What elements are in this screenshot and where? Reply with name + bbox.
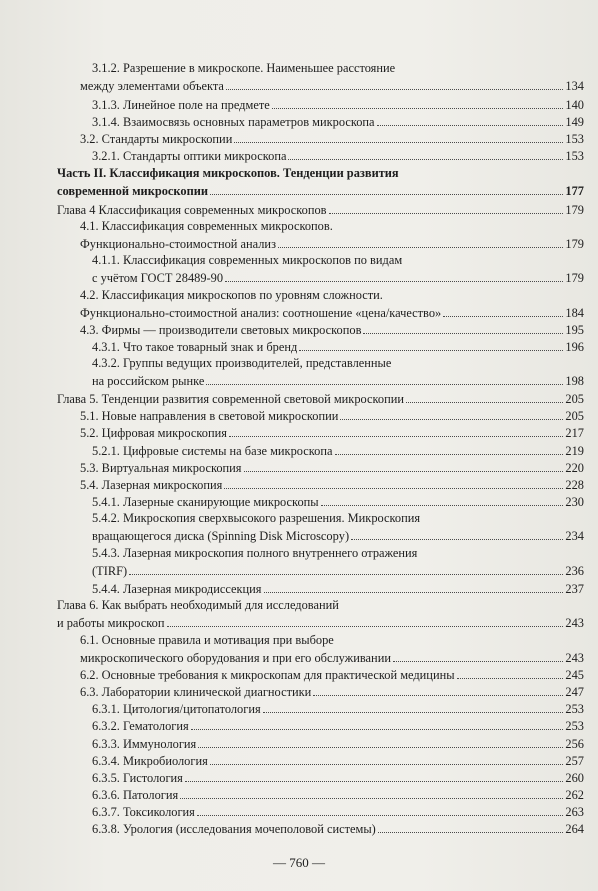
- toc-entry-title: 4.3.1. Что такое товарный знак и бренд: [92, 340, 298, 354]
- toc-entry-title: Функционально-стоимостной анализ: соотношение «цена/качество»: [80, 306, 442, 321]
- toc-entry-title: Глава 5. Тенденции развития современной световой микроскопии: [57, 392, 405, 406]
- dot-leader: [206, 372, 563, 385]
- toc-entry-page: 196: [565, 340, 584, 354]
- toc-entry-title: 3.1.4. Взаимосвязь основных параметров микроскопа: [92, 115, 375, 129]
- page-number: — 760 —: [273, 855, 325, 870]
- toc-entry-page: 205: [565, 409, 584, 423]
- toc-entry-title: 4.1.1. Классификация современных микроскопов по видам: [92, 253, 403, 267]
- toc-entry-title: 5.2. Цифровая микроскопия: [80, 426, 227, 440]
- dot-leader: [244, 459, 564, 472]
- toc-entry-title: Глава 4 Классификация современных микроскопов: [57, 203, 327, 217]
- toc-entry-title: 5.4. Лазерная микроскопия: [80, 478, 223, 492]
- toc-entry-page: 260: [565, 771, 584, 785]
- dot-leader: [167, 614, 564, 627]
- toc-entry-page: 253: [565, 702, 584, 716]
- toc-entry-page: 243: [565, 616, 584, 631]
- dot-leader: [313, 683, 563, 696]
- toc-entry-page: 228: [565, 478, 584, 492]
- toc-entry-title: 6.1. Основные правила и мотивация при выборе: [80, 633, 334, 647]
- toc-entry-title: 6.3.3. Иммунология: [92, 737, 197, 751]
- toc-entry-page: 184: [565, 306, 584, 321]
- toc-entry-title: между элементами объекта: [80, 79, 224, 94]
- toc-entry-page: 149: [565, 115, 584, 129]
- toc-entry-page: 205: [565, 392, 584, 406]
- toc-entry-page: 264: [565, 822, 584, 836]
- toc-entry-page: 257: [565, 754, 584, 768]
- toc-entry-page: 153: [565, 132, 584, 146]
- dot-leader: [191, 717, 564, 730]
- toc-entry-title: 5.4.4. Лазерная микродиссекция: [92, 582, 262, 596]
- toc-entry-page: 195: [565, 323, 584, 337]
- dot-leader: [288, 147, 563, 160]
- toc-entry-title: современной микроскопии: [57, 184, 209, 199]
- toc-entry-title: Часть II. Классификация микроскопов. Тенденции развития: [57, 166, 399, 180]
- dot-leader: [210, 182, 563, 195]
- toc-entry-title: 3.2. Стандарты микроскопии: [80, 132, 233, 146]
- toc-entry-title: с учётом ГОСТ 28489-90: [92, 271, 224, 286]
- toc-entry-page: 253: [565, 719, 584, 733]
- toc-entry-page: 243: [565, 651, 584, 666]
- toc-entry-page: 153: [565, 149, 584, 163]
- dot-leader: [180, 786, 563, 799]
- dot-leader: [321, 493, 564, 506]
- toc-entry-title: 5.4.2. Микроскопия сверхвысокого разрешения. Микроскопия: [92, 511, 421, 525]
- toc-entry-page: 247: [565, 685, 584, 699]
- toc-entry-title: 5.2.1. Цифровые системы на базе микроскопа: [92, 444, 333, 458]
- toc-entry-title: 6.3.5. Гистология: [92, 771, 183, 785]
- toc-entry-title: 3.1.3. Линейное поле на предмете: [92, 98, 270, 112]
- dot-leader: [272, 96, 564, 109]
- dot-leader: [443, 304, 563, 317]
- dot-leader: [363, 321, 563, 334]
- toc-entry-title: 6.3.1. Цитология/цитопатология: [92, 702, 261, 716]
- toc-entry-page: 234: [565, 529, 584, 544]
- dot-leader: [197, 803, 564, 816]
- toc-entry-title: 6.3.4. Микробиология: [92, 754, 208, 768]
- toc-entry-title: 3.1.2. Разрешение в микроскопе. Наименьшее расстояние: [92, 61, 396, 75]
- toc-entry-title: Функционально-стоимостной анализ: [80, 237, 276, 252]
- toc-entry-title: 5.3. Виртуальная микроскопия: [80, 461, 242, 475]
- dot-leader: [340, 407, 563, 420]
- toc-entry-title: 6.3.2. Гематология: [92, 719, 189, 733]
- dot-leader: [329, 201, 564, 214]
- toc-entry-page: 217: [565, 426, 584, 440]
- toc-entry-page: 263: [565, 805, 584, 819]
- dot-leader: [224, 476, 563, 489]
- toc-entry-page: 262: [565, 788, 584, 802]
- toc-entry-page: 198: [565, 374, 584, 389]
- toc-entry-title: 6.3.8. Урология (исследования мочеполовой системы): [92, 822, 376, 836]
- toc-entry-page: 230: [565, 495, 584, 509]
- dot-leader: [351, 527, 563, 540]
- dot-leader: [225, 269, 563, 282]
- toc-entry-page: 236: [565, 564, 584, 579]
- toc-entry-title: Глава 6. Как выбрать необходимый для исследований: [57, 598, 339, 612]
- dot-leader: [406, 390, 563, 403]
- dot-leader: [378, 820, 564, 833]
- toc-entry-title: 6.3.7. Токсикология: [92, 805, 195, 819]
- toc-entry-title: 6.3. Лаборатории клинической диагностики: [80, 685, 312, 699]
- toc-entry-title: 6.3.6. Патология: [92, 788, 179, 802]
- toc-entry-page: 256: [565, 737, 584, 751]
- toc-entry-title: 4.3.2. Группы ведущих производителей, представленные: [92, 356, 392, 370]
- toc-entry-title: и работы микроскоп: [57, 616, 165, 631]
- toc-entry-title: 6.2. Основные требования к микроскопам для практической медицины: [80, 668, 455, 682]
- toc-entry-page: 179: [565, 237, 584, 252]
- dot-leader: [335, 442, 564, 455]
- toc-entry-title: 5.4.3. Лазерная микроскопия полного внутреннего отражения: [92, 546, 418, 560]
- dot-leader: [457, 666, 564, 679]
- dot-leader: [263, 700, 564, 713]
- dot-leader: [129, 562, 563, 575]
- toc-entry-page: 245: [565, 668, 584, 682]
- toc-entry-page: 177: [565, 184, 584, 199]
- toc-entry-title: вращающегося диска (Spinning Disk Microscopy): [92, 529, 350, 544]
- toc-entry-page: 237: [565, 582, 584, 596]
- dot-leader: [226, 77, 564, 90]
- toc-entry-title: 5.1. Новые направления в световой микроскопии: [80, 409, 339, 423]
- dot-leader: [234, 130, 563, 143]
- toc-entry-title: 4.3. Фирмы — производители световых микроскопов: [80, 323, 362, 337]
- dot-leader: [377, 113, 564, 126]
- dot-leader: [185, 769, 564, 782]
- dot-leader: [264, 580, 564, 593]
- dot-leader: [393, 649, 563, 662]
- dot-leader: [278, 235, 563, 248]
- toc-entry-page: 140: [565, 98, 584, 112]
- toc-entry-title: (TIRF): [92, 564, 128, 579]
- toc-entry-title: 4.1. Классификация современных микроскопов.: [80, 219, 333, 233]
- toc-entry-title: микроскопического оборудования и при его обслуживании: [80, 651, 391, 666]
- toc-entry-title: 4.2. Классификация микроскопов по уровням сложности.: [80, 288, 383, 302]
- toc-entry-page: 179: [565, 203, 584, 217]
- toc-entry-title: 3.2.1. Стандарты оптики микроскопа: [92, 149, 287, 163]
- toc-entry-page: 179: [565, 271, 584, 286]
- toc-entry-title: 5.4.1. Лазерные сканирующие микроскопы: [92, 495, 319, 509]
- dot-leader: [210, 752, 564, 765]
- dot-leader: [229, 424, 564, 437]
- toc-entry-title: на российском рынке: [92, 374, 205, 389]
- toc-entry-page: 219: [565, 444, 584, 458]
- dot-leader: [198, 735, 563, 748]
- toc-entry-page: 134: [565, 79, 584, 94]
- dot-leader: [299, 338, 563, 351]
- toc-entry-page: 220: [565, 461, 584, 475]
